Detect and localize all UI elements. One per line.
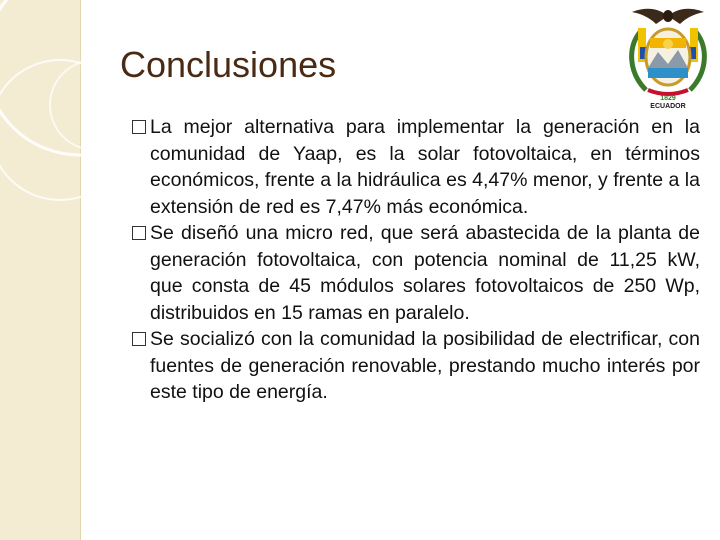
slide-title: Conclusiones	[120, 44, 337, 85]
logo-country: ECUADOR	[650, 103, 686, 110]
bullet-box-icon	[132, 226, 146, 240]
logo-year: 1829	[660, 95, 676, 102]
decorative-side-band	[0, 0, 81, 540]
bullet-list	[130, 114, 700, 406]
bullet-text: La mejor alternativa para implementar la generación en la comunidad de Yaap, es la solar fotovoltaica, en términos económicos, frente a la hidráulica es 4,47% menor, y frente a la extensión de red es 7,47% más económica.	[150, 116, 700, 218]
bullet-text: Se socializó con la comunidad la posibilidad de electrificar, con fuentes de generación renovable, prestando mucho interés por este tipo de energía.	[150, 328, 700, 403]
bullet-box-icon	[132, 120, 146, 134]
bullet-text: Se diseñó una micro red, que será abastecida de la planta de generación fotovoltaica, con potencia nominal de 11,25 kW, que consta de 45 módulos solares fotovoltaicos de 250 Wp, distribuidos en 15 ramas en paralelo.	[150, 222, 700, 324]
bullet-item	[130, 220, 700, 326]
bullet-box-icon	[132, 332, 146, 346]
ecuador-coat-of-arms-icon	[618, 2, 718, 108]
logo-caption	[618, 95, 718, 111]
bullet-item	[130, 114, 700, 220]
bullet-item	[130, 326, 700, 406]
